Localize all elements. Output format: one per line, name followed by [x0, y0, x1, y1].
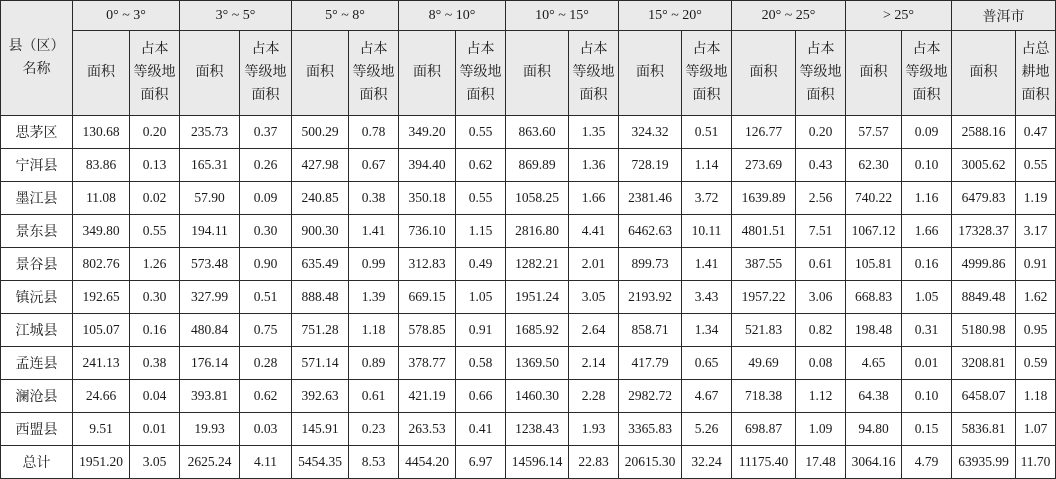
- area-cell: 869.89: [506, 149, 569, 182]
- share-header-line: 面积: [579, 88, 608, 103]
- share-cell: 3.05: [569, 281, 619, 314]
- share-header-line: 面积: [1021, 88, 1050, 103]
- share-cell: 0.37: [240, 116, 292, 149]
- county-header-line2: 名称: [22, 62, 51, 77]
- share-cell: 0.30: [130, 281, 180, 314]
- share-cell: 1.18: [349, 314, 399, 347]
- area-cell: 1460.30: [506, 380, 569, 413]
- group-header-over-25: > 25°: [846, 1, 952, 31]
- area-cell: 8849.48: [952, 281, 1016, 314]
- share-cell: 0.55: [1016, 149, 1056, 182]
- area-cell: 2625.24: [180, 446, 240, 479]
- share-cell: 1.05: [902, 281, 952, 314]
- area-cell: 571.14: [292, 347, 349, 380]
- share-of-grade-header: [569, 31, 619, 116]
- area-cell: 417.79: [619, 347, 682, 380]
- share-header-line: 等级地: [352, 65, 395, 80]
- share-cell: 0.61: [349, 380, 399, 413]
- share-cell: 3.06: [796, 281, 846, 314]
- area-cell: 4999.86: [952, 248, 1016, 281]
- share-cell: 0.78: [349, 116, 399, 149]
- area-cell: 57.90: [180, 182, 240, 215]
- share-cell: 0.59: [1016, 347, 1056, 380]
- area-cell: 349.80: [73, 215, 130, 248]
- area-cell: 3208.81: [952, 347, 1016, 380]
- area-cell: 24.66: [73, 380, 130, 413]
- area-cell: 2816.80: [506, 215, 569, 248]
- share-cell: 0.20: [130, 116, 180, 149]
- share-cell: 0.65: [682, 347, 732, 380]
- share-cell: 1.41: [682, 248, 732, 281]
- share-cell: 0.16: [902, 248, 952, 281]
- area-cell: 394.40: [399, 149, 456, 182]
- area-cell: 427.98: [292, 149, 349, 182]
- share-cell: 3.72: [682, 182, 732, 215]
- area-cell: 1058.25: [506, 182, 569, 215]
- area-cell: 573.48: [180, 248, 240, 281]
- area-cell: 94.80: [846, 413, 902, 446]
- share-header-line: 等级地: [459, 65, 502, 80]
- area-cell: 6479.83: [952, 182, 1016, 215]
- share-cell: 1.18: [1016, 380, 1056, 413]
- share-cell: 0.16: [130, 314, 180, 347]
- share-header-line: 占本: [912, 42, 941, 57]
- area-cell: 521.83: [732, 314, 796, 347]
- area-header: 面积: [73, 31, 130, 116]
- area-cell: 17328.37: [952, 215, 1016, 248]
- share-cell: 0.82: [796, 314, 846, 347]
- area-cell: 105.07: [73, 314, 130, 347]
- area-cell: 83.86: [73, 149, 130, 182]
- share-cell: 7.51: [796, 215, 846, 248]
- area-header: 面积: [619, 31, 682, 116]
- table-row: [1, 380, 1056, 413]
- area-cell: 863.60: [506, 116, 569, 149]
- share-of-grade-header: [682, 31, 732, 116]
- share-cell: 4.67: [682, 380, 732, 413]
- area-cell: 1639.89: [732, 182, 796, 215]
- table-body: [1, 116, 1056, 479]
- share-cell: 4.11: [240, 446, 292, 479]
- area-cell: 324.32: [619, 116, 682, 149]
- group-header-15-20: 15° ~ 20°: [619, 1, 732, 31]
- area-cell: 176.14: [180, 347, 240, 380]
- share-cell: 0.67: [349, 149, 399, 182]
- share-of-grade-header: [240, 31, 292, 116]
- area-cell: 6462.63: [619, 215, 682, 248]
- county-name: 景谷县: [1, 248, 73, 281]
- area-cell: 387.55: [732, 248, 796, 281]
- group-header-8-10: 8° ~ 10°: [399, 1, 506, 31]
- area-cell: 105.81: [846, 248, 902, 281]
- area-cell: 19.93: [180, 413, 240, 446]
- share-cell: 1.05: [456, 281, 506, 314]
- table-row: [1, 314, 1056, 347]
- share-cell: 0.02: [130, 182, 180, 215]
- share-cell: 0.09: [902, 116, 952, 149]
- share-header-line: 等级地: [133, 65, 176, 80]
- area-cell: 668.83: [846, 281, 902, 314]
- share-cell: 2.01: [569, 248, 619, 281]
- share-header-line: 等级地: [685, 65, 728, 80]
- area-header: 面积: [952, 31, 1016, 116]
- share-cell: 2.56: [796, 182, 846, 215]
- share-cell: 1.12: [796, 380, 846, 413]
- share-cell: 0.41: [456, 413, 506, 446]
- area-cell: 145.91: [292, 413, 349, 446]
- table-row: [1, 446, 1056, 479]
- table-row: [1, 149, 1056, 182]
- area-cell: 3005.62: [952, 149, 1016, 182]
- table-row: [1, 215, 1056, 248]
- area-cell: 1369.50: [506, 347, 569, 380]
- area-cell: 11.08: [73, 182, 130, 215]
- share-of-grade-header: [349, 31, 399, 116]
- area-cell: 11175.40: [732, 446, 796, 479]
- area-cell: 126.77: [732, 116, 796, 149]
- share-cell: 1.39: [349, 281, 399, 314]
- area-cell: 5180.98: [952, 314, 1016, 347]
- share-cell: 0.04: [130, 380, 180, 413]
- share-of-grade-header: [796, 31, 846, 116]
- county-name: 总计: [1, 446, 73, 479]
- area-cell: 241.13: [73, 347, 130, 380]
- area-cell: 327.99: [180, 281, 240, 314]
- area-cell: 392.63: [292, 380, 349, 413]
- share-cell: 0.89: [349, 347, 399, 380]
- area-header: 面积: [732, 31, 796, 116]
- area-cell: 669.15: [399, 281, 456, 314]
- area-header: 面积: [180, 31, 240, 116]
- share-cell: 0.51: [240, 281, 292, 314]
- area-header: 面积: [846, 31, 902, 116]
- area-cell: 2982.72: [619, 380, 682, 413]
- area-cell: 198.48: [846, 314, 902, 347]
- area-cell: 2381.46: [619, 182, 682, 215]
- share-header-line: 等级地: [905, 65, 948, 80]
- area-cell: 192.65: [73, 281, 130, 314]
- area-cell: 273.69: [732, 149, 796, 182]
- area-cell: 736.10: [399, 215, 456, 248]
- area-cell: 1951.24: [506, 281, 569, 314]
- share-cell: 1.41: [349, 215, 399, 248]
- county-name: 墨江县: [1, 182, 73, 215]
- share-header-line: 占本: [359, 42, 388, 57]
- share-cell: 17.48: [796, 446, 846, 479]
- area-header: 面积: [292, 31, 349, 116]
- share-header-line: 面积: [806, 88, 835, 103]
- share-cell: 0.03: [240, 413, 292, 446]
- share-cell: 0.15: [902, 413, 952, 446]
- group-header-0-3: 0° ~ 3°: [73, 1, 180, 31]
- share-cell: 0.43: [796, 149, 846, 182]
- share-cell: 0.10: [902, 380, 952, 413]
- share-header-line: 等级地: [572, 65, 615, 80]
- share-cell: 3.17: [1016, 215, 1056, 248]
- share-cell: 1.09: [796, 413, 846, 446]
- share-cell: 4.41: [569, 215, 619, 248]
- area-cell: 130.68: [73, 116, 130, 149]
- area-cell: 49.69: [732, 347, 796, 380]
- area-cell: 350.18: [399, 182, 456, 215]
- area-cell: 3365.83: [619, 413, 682, 446]
- area-cell: 63935.99: [952, 446, 1016, 479]
- share-cell: 0.31: [902, 314, 952, 347]
- area-cell: 728.19: [619, 149, 682, 182]
- share-cell: 0.23: [349, 413, 399, 446]
- share-cell: 0.55: [456, 182, 506, 215]
- group-header-10-15: 10° ~ 15°: [506, 1, 619, 31]
- area-cell: 57.57: [846, 116, 902, 149]
- area-cell: 263.53: [399, 413, 456, 446]
- area-cell: 1282.21: [506, 248, 569, 281]
- share-header-line: 等级地: [799, 65, 842, 80]
- table-row: [1, 116, 1056, 149]
- area-cell: 349.20: [399, 116, 456, 149]
- group-header-row: [1, 1, 1056, 31]
- share-cell: 1.26: [130, 248, 180, 281]
- area-cell: 1238.43: [506, 413, 569, 446]
- share-cell: 11.70: [1016, 446, 1056, 479]
- county-header: [1, 1, 73, 116]
- share-cell: 1.35: [569, 116, 619, 149]
- share-cell: 0.49: [456, 248, 506, 281]
- share-cell: 1.19: [1016, 182, 1056, 215]
- share-header-line: 占本: [466, 42, 495, 57]
- area-cell: 4454.20: [399, 446, 456, 479]
- share-header-line: 占本: [140, 42, 169, 57]
- area-cell: 1957.22: [732, 281, 796, 314]
- share-cell: 0.01: [902, 347, 952, 380]
- share-cell: 0.62: [240, 380, 292, 413]
- area-cell: 500.29: [292, 116, 349, 149]
- share-cell: 0.38: [349, 182, 399, 215]
- share-cell: 3.05: [130, 446, 180, 479]
- share-cell: 1.34: [682, 314, 732, 347]
- table-row: [1, 182, 1056, 215]
- share-cell: 0.30: [240, 215, 292, 248]
- area-header: 面积: [399, 31, 456, 116]
- share-header-line: 面积: [359, 88, 388, 103]
- area-cell: 1067.12: [846, 215, 902, 248]
- share-cell: 0.38: [130, 347, 180, 380]
- share-cell: 0.61: [796, 248, 846, 281]
- share-header-line: 占本: [806, 42, 835, 57]
- area-cell: 312.83: [399, 248, 456, 281]
- share-cell: 1.14: [682, 149, 732, 182]
- share-cell: 0.75: [240, 314, 292, 347]
- area-cell: 5836.81: [952, 413, 1016, 446]
- share-cell: 0.66: [456, 380, 506, 413]
- area-cell: 4.65: [846, 347, 902, 380]
- area-cell: 578.85: [399, 314, 456, 347]
- share-of-grade-header: [130, 31, 180, 116]
- share-cell: 0.55: [130, 215, 180, 248]
- county-name: 思茅区: [1, 116, 73, 149]
- area-cell: 2193.92: [619, 281, 682, 314]
- share-header-line: 面积: [466, 88, 495, 103]
- area-cell: 888.48: [292, 281, 349, 314]
- area-cell: 698.87: [732, 413, 796, 446]
- share-cell: 0.90: [240, 248, 292, 281]
- share-cell: 0.99: [349, 248, 399, 281]
- area-header: 面积: [506, 31, 569, 116]
- share-cell: 0.55: [456, 116, 506, 149]
- share-cell: 0.20: [796, 116, 846, 149]
- table-row: [1, 347, 1056, 380]
- share-cell: 5.26: [682, 413, 732, 446]
- share-cell: 32.24: [682, 446, 732, 479]
- area-cell: 900.30: [292, 215, 349, 248]
- area-cell: 480.84: [180, 314, 240, 347]
- area-cell: 802.76: [73, 248, 130, 281]
- area-cell: 5454.35: [292, 446, 349, 479]
- area-cell: 2588.16: [952, 116, 1016, 149]
- share-cell: 0.62: [456, 149, 506, 182]
- table-row: [1, 281, 1056, 314]
- share-of-total-header: [1016, 31, 1056, 116]
- area-cell: 194.11: [180, 215, 240, 248]
- county-name: 西盟县: [1, 413, 73, 446]
- share-cell: 0.13: [130, 149, 180, 182]
- group-header-puer-city: 普洱市: [952, 1, 1056, 31]
- share-cell: 2.64: [569, 314, 619, 347]
- share-cell: 0.91: [1016, 248, 1056, 281]
- share-cell: 0.09: [240, 182, 292, 215]
- area-cell: 1685.92: [506, 314, 569, 347]
- share-cell: 1.07: [1016, 413, 1056, 446]
- area-cell: 718.38: [732, 380, 796, 413]
- area-cell: 858.71: [619, 314, 682, 347]
- area-cell: 751.28: [292, 314, 349, 347]
- county-header-line1: 县（区）: [8, 39, 65, 54]
- share-cell: 0.91: [456, 314, 506, 347]
- area-cell: 240.85: [292, 182, 349, 215]
- share-header-line: 占总: [1021, 42, 1050, 57]
- share-cell: 2.28: [569, 380, 619, 413]
- table-row: [1, 413, 1056, 446]
- area-cell: 740.22: [846, 182, 902, 215]
- county-name: 澜沧县: [1, 380, 73, 413]
- area-cell: 635.49: [292, 248, 349, 281]
- area-cell: 4801.51: [732, 215, 796, 248]
- group-header-5-8: 5° ~ 8°: [292, 1, 399, 31]
- area-cell: 9.51: [73, 413, 130, 446]
- county-name: 宁洱县: [1, 149, 73, 182]
- share-cell: 1.36: [569, 149, 619, 182]
- share-header-line: 面积: [251, 88, 280, 103]
- share-cell: 0.01: [130, 413, 180, 446]
- share-header-line: 等级地: [244, 65, 287, 80]
- share-cell: 0.28: [240, 347, 292, 380]
- share-header-line: 面积: [692, 88, 721, 103]
- area-cell: 14596.14: [506, 446, 569, 479]
- area-cell: 235.73: [180, 116, 240, 149]
- share-cell: 2.14: [569, 347, 619, 380]
- group-header-3-5: 3° ~ 5°: [180, 1, 292, 31]
- share-cell: 1.93: [569, 413, 619, 446]
- share-header-line: 面积: [912, 88, 941, 103]
- share-cell: 8.53: [349, 446, 399, 479]
- share-cell: 0.51: [682, 116, 732, 149]
- share-cell: 0.10: [902, 149, 952, 182]
- share-header-line: 占本: [251, 42, 280, 57]
- share-cell: 0.47: [1016, 116, 1056, 149]
- share-cell: 1.16: [902, 182, 952, 215]
- area-cell: 6458.07: [952, 380, 1016, 413]
- share-of-grade-header: [902, 31, 952, 116]
- share-cell: 0.08: [796, 347, 846, 380]
- area-cell: 62.30: [846, 149, 902, 182]
- share-cell: 3.43: [682, 281, 732, 314]
- area-cell: 421.19: [399, 380, 456, 413]
- area-cell: 393.81: [180, 380, 240, 413]
- area-cell: 1951.20: [73, 446, 130, 479]
- area-cell: 378.77: [399, 347, 456, 380]
- table-row: [1, 248, 1056, 281]
- sub-header-row: [1, 31, 1056, 116]
- area-cell: 165.31: [180, 149, 240, 182]
- share-cell: 22.83: [569, 446, 619, 479]
- county-name: 江城县: [1, 314, 73, 347]
- share-cell: 1.66: [569, 182, 619, 215]
- share-cell: 1.15: [456, 215, 506, 248]
- share-header-line: 耕地: [1021, 65, 1050, 80]
- share-cell: 10.11: [682, 215, 732, 248]
- share-cell: 0.26: [240, 149, 292, 182]
- area-cell: 64.38: [846, 380, 902, 413]
- group-header-20-25: 20° ~ 25°: [732, 1, 846, 31]
- share-header-line: 面积: [140, 88, 169, 103]
- share-header-line: 占本: [692, 42, 721, 57]
- area-cell: 20615.30: [619, 446, 682, 479]
- share-cell: 0.95: [1016, 314, 1056, 347]
- county-name: 景东县: [1, 215, 73, 248]
- share-cell: 1.66: [902, 215, 952, 248]
- share-of-grade-header: [456, 31, 506, 116]
- share-cell: 0.58: [456, 347, 506, 380]
- share-cell: 6.97: [456, 446, 506, 479]
- share-cell: 4.79: [902, 446, 952, 479]
- county-name: 镇沅县: [1, 281, 73, 314]
- share-header-line: 占本: [579, 42, 608, 57]
- share-cell: 1.62: [1016, 281, 1056, 314]
- area-cell: 899.73: [619, 248, 682, 281]
- county-name: 孟连县: [1, 347, 73, 380]
- area-cell: 3064.16: [846, 446, 902, 479]
